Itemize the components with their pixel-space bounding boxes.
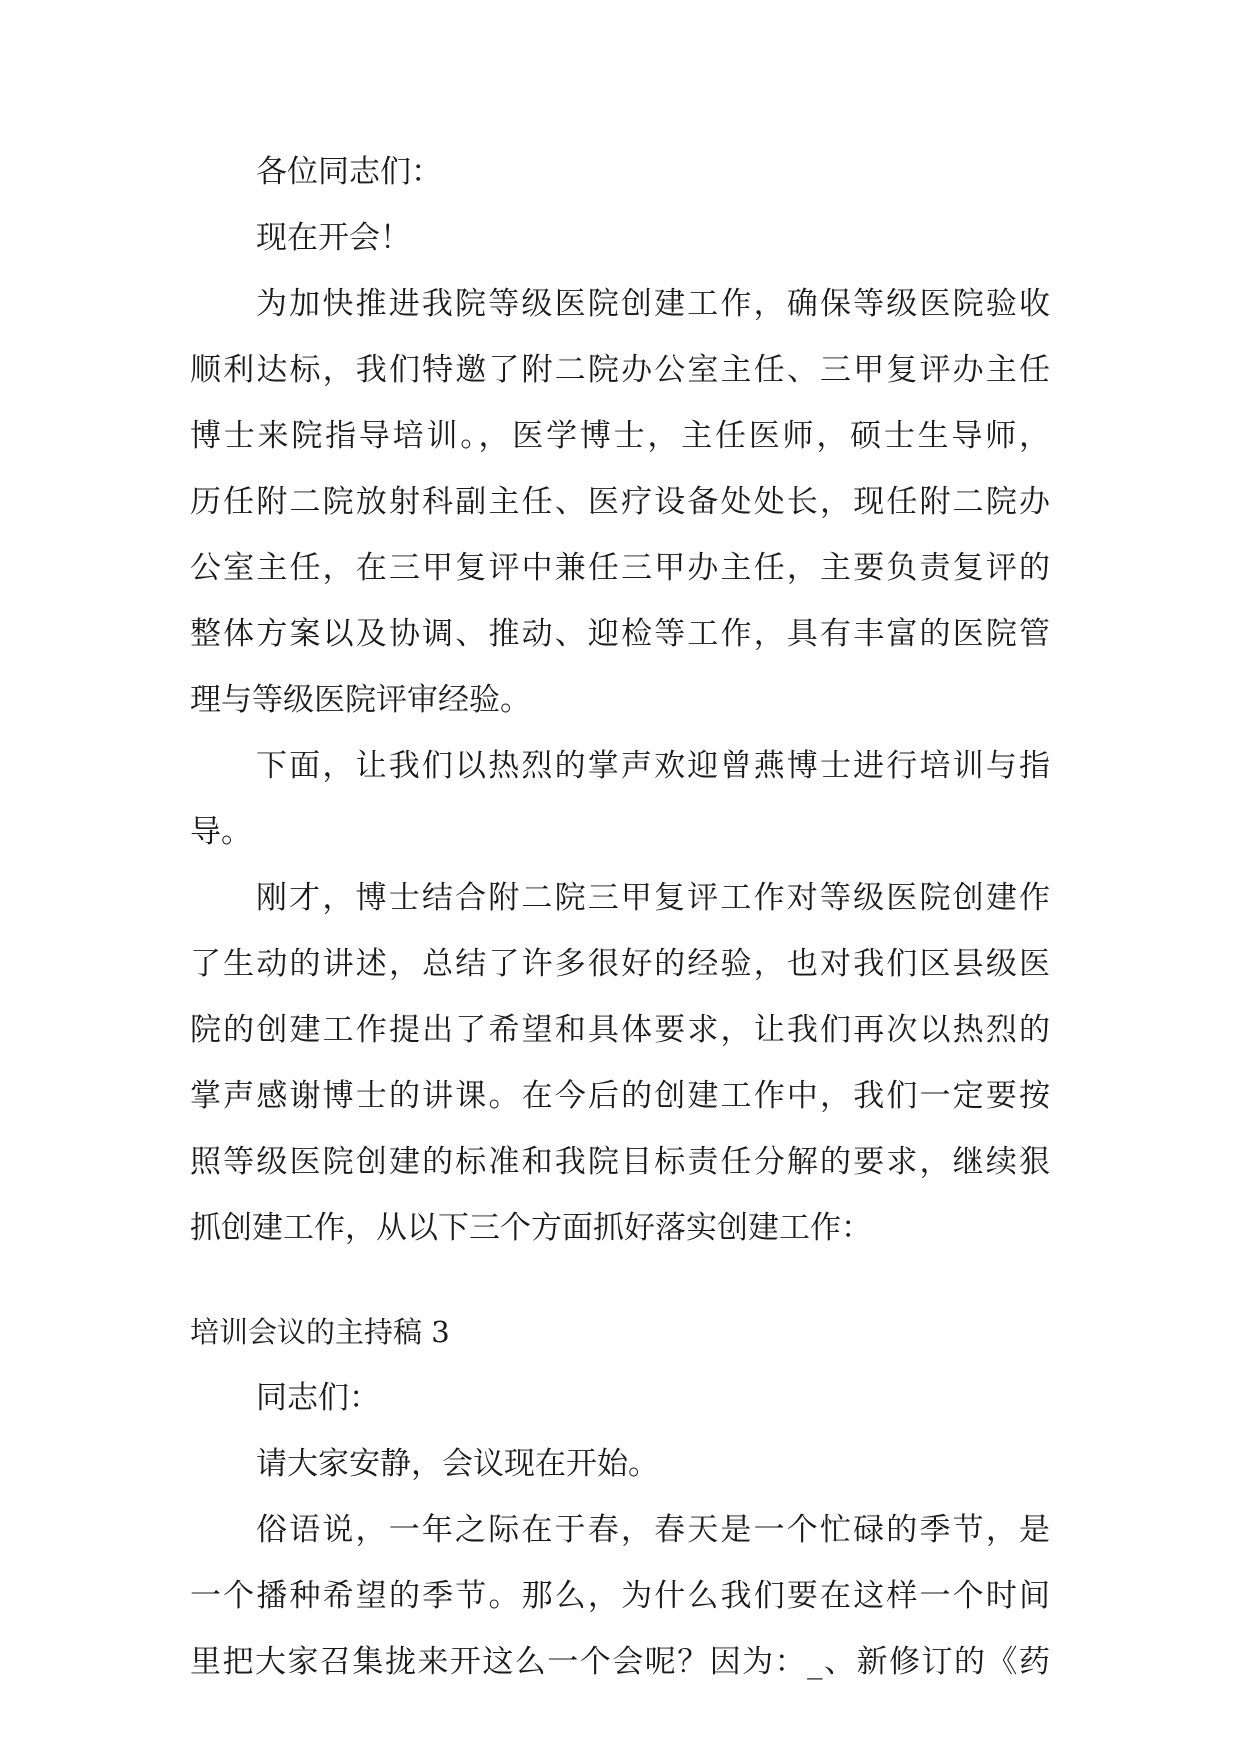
paragraph-line: 照等级医院创建的标准和我院目标责任分解的要求，继续狠 xyxy=(190,1144,1050,1180)
paragraph-line: 公室主任，在三甲复评中兼任三甲办主任，主要负责复评的 xyxy=(190,550,1050,586)
paragraph-line: 导。 xyxy=(190,814,252,850)
paragraph-line: 顺利达标，我们特邀了附二院办公室主任、三甲复评办主任 xyxy=(190,352,1050,388)
paragraph-line: 整体方案以及协调、推动、迎检等工作，具有丰富的医院管 xyxy=(190,616,1050,652)
greeting: 同志们： xyxy=(256,1380,380,1416)
paragraph-line: 理与等级医院评审经验。 xyxy=(190,682,531,718)
paragraph-line: 一个播种希望的季节。那么，为什么我们要在这样一个时间 xyxy=(190,1578,1050,1614)
paragraph-line: 刚才，博士结合附二院三甲复评工作对等级医院创建作 xyxy=(256,880,1050,916)
paragraph-line: 历任附二院放射科副主任、医疗设备处处长，现任附二院办 xyxy=(190,484,1050,520)
opening-line: 请大家安静，会议现在开始。 xyxy=(256,1446,659,1482)
paragraph-line: 掌声感谢博士的讲课。在今后的创建工作中，我们一定要按 xyxy=(190,1078,1050,1114)
paragraph-line: 下面，让我们以热烈的掌声欢迎曾燕博士进行培训与指 xyxy=(256,748,1050,784)
section-title: 培训会议的主持稿 3 xyxy=(190,1315,450,1349)
paragraph-line: 俗语说，一年之际在于春，春天是一个忙碌的季节，是 xyxy=(256,1512,1050,1548)
greeting: 各位同志们： xyxy=(256,154,442,190)
paragraph-line: 里把大家召集拢来开这么一个会呢？因为：_、新修订的《药 xyxy=(190,1644,1050,1680)
paragraph-line: 了生动的讲述，总结了许多很好的经验，也对我们区县级医 xyxy=(190,946,1050,982)
paragraph-line: 为加快推进我院等级医院创建工作，确保等级医院验收 xyxy=(256,286,1050,322)
paragraph-line: 抓创建工作，从以下三个方面抓好落实创建工作： xyxy=(190,1210,872,1246)
paragraph-line: 院的创建工作提出了希望和具体要求，让我们再次以热烈的 xyxy=(190,1012,1050,1048)
opening-line: 现在开会！ xyxy=(256,220,411,256)
paragraph-line: 博士来院指导培训。，医学博士，主任医师，硕士生导师， xyxy=(190,418,1050,454)
